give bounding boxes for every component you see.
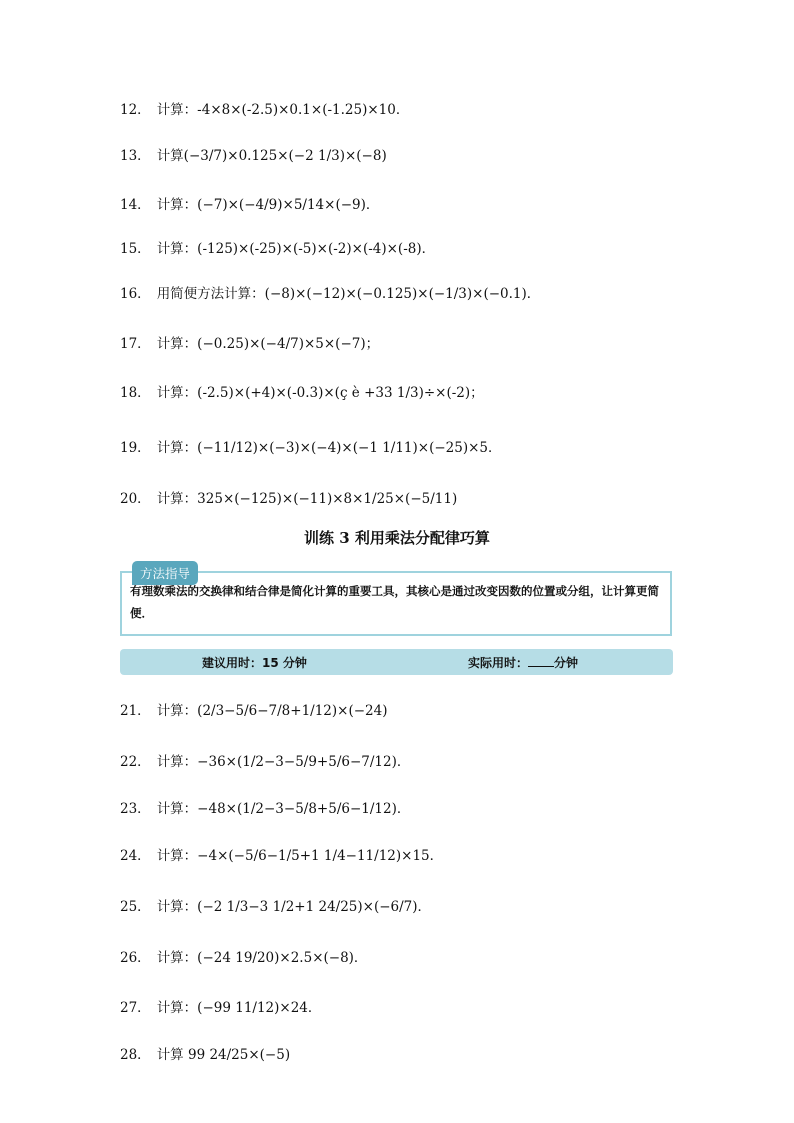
question-text: 计算：(−7)×(−4/9)×5/14×(−9)． [156,197,380,213]
question-number: 18． [120,385,151,401]
question-text: 计算：−36×(1/2−3−5/9+5/6−7/12)． [156,754,411,770]
question-number: 22． [120,754,151,770]
time-bar [120,649,673,675]
suggested-time: 建议用时：15 分钟 [202,656,307,670]
question-23 [120,787,410,827]
question-20 [120,477,457,517]
question-number: 25． [120,899,151,915]
question-number: 21． [120,703,151,719]
question-number: 23． [120,801,151,817]
section-title: 训练 3 利用乘法分配律巧算 [304,529,490,547]
question-17 [120,322,379,362]
actual-time-label: 实际用时： [468,656,529,670]
question-text: 计算：(−0.25)×(−4/7)×5×(−7)； [156,336,380,352]
question-number: 28． [120,1047,151,1063]
question-text: 用简便方法计算：(−8)×(−12)×(−0.125)×(−1/3)×(−0.1)． [156,286,541,302]
question-text: 计算：(−2 1/3−3 1/2+1 24/25)×(−6/7)． [156,899,432,915]
question-number: 15． [120,241,151,257]
question-number: 13． [120,148,151,164]
question-number: 16． [120,286,151,302]
question-18 [120,371,484,411]
question-25 [120,885,431,925]
question-text: 计算：-4×8×(-2.5)×0.1×(-1.25)×10． [156,102,410,118]
question-13 [120,134,387,174]
question-text: 计算(−3/7)×0.125×(−2 1/3)×(−8) [156,148,387,164]
question-28 [120,1033,290,1073]
question-number: 14． [120,197,151,213]
question-27 [120,986,321,1026]
question-text: 计算：−48×(1/2−3−5/8+5/6−1/12)． [156,801,411,817]
question-text: 计算：325×(−125)×(−11)×8×1/25×(−5/11) [156,491,458,507]
actual-time-blank [528,654,554,667]
question-21 [120,689,388,729]
question-number: 24． [120,848,151,864]
question-24 [120,834,443,874]
question-text: 计算：(-2.5)×(+4)×(-0.3)×(ç è +33 1/3)÷×(-2)； [156,385,484,401]
question-22 [120,740,410,780]
method-tag: 方法指导 [132,561,198,585]
actual-time-unit: 分钟 [554,656,579,670]
question-number: 19． [120,440,151,456]
question-number: 12． [120,102,151,118]
question-number: 17． [120,336,151,352]
question-16 [120,272,540,312]
question-text: 计算：(-125)×(-25)×(-5)×(-2)×(-4)×(-8)． [156,241,436,257]
question-15 [120,227,435,267]
question-12 [120,88,409,128]
question-text: 计算：(−24 19/20)×2.5×(−8)． [156,950,368,966]
question-text: 计算 99 24/25×(−5) [156,1047,291,1063]
question-26 [120,936,367,976]
question-text: 计算：−4×(−5/6−1/5+1 1/4−11/12)×15． [156,848,444,864]
actual-time [468,654,578,671]
question-number: 20． [120,491,151,507]
question-text: 计算：(−99 11/12)×24． [156,1000,322,1016]
question-number: 27． [120,1000,151,1016]
question-19 [120,426,502,466]
question-text: 计算：(2/3−5/6−7/8+1/12)×(−24) [156,703,388,719]
method-text: 有理数乘法的交换律和结合律是简化计算的重要工具，其核心是通过改变因数的位置或分组，让计算更简便． [130,584,659,620]
question-text: 计算：(−11/12)×(−3)×(−4)×(−1 1/11)×(−25)×5． [156,440,502,456]
question-number: 26． [120,950,151,966]
question-14 [120,183,379,223]
